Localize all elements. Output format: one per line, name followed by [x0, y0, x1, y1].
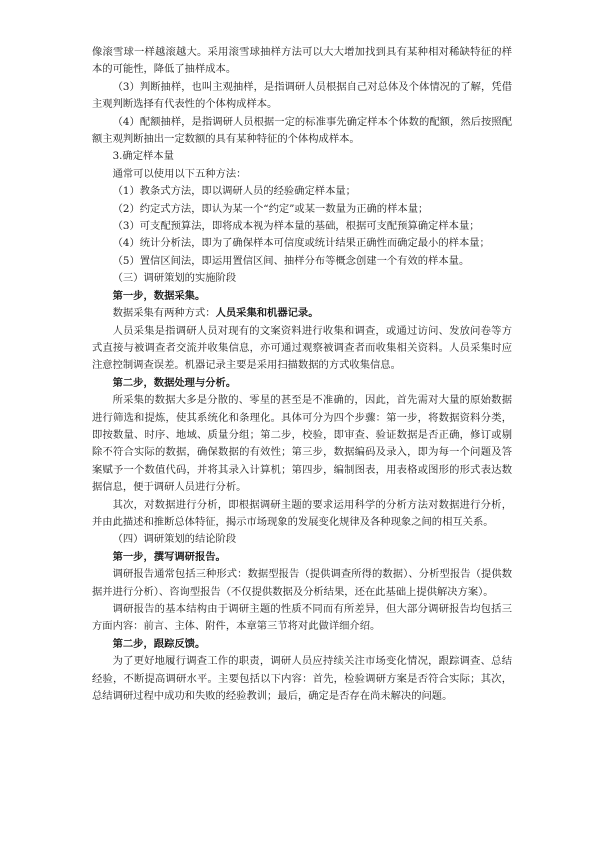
heading-step-follow-up: 第二步，跟踪反馈。 [112, 637, 206, 650]
list-item-method-4: （4）统计分析法，即为了确保样本可信度或统计结果正确性而确定最小的样本量； [112, 237, 490, 250]
paragraph-snowball-cont: 像滚雪球一样越滚越大。采用滚雪球抽样方法可以大大增加找到具有某种相对稀缺特征的样本的可能性，降低了抽样成本。 [92, 46, 512, 76]
paragraph-data-processing: 所采集的数据大多是分散的、零星的甚至是不准确的，因此，首先需对大量的原始数据进行筛选和提炼，使其系统化和条理化。具体可分为四个步骤：第一步，将数据资料分类，即按数量、时序、地域、质量分组；第二步，校验，即审查、验证数据是否正确，修订或剔除不符合实际的数据，确保数据的有效性；第三步，数据编码及录入，即为每一个问题及答案赋予一个数值代码，并将其录入计算机；第四步，编制图表，用表格或图形的形式表达数据信息，便于调研人员进行分析。 [92, 394, 512, 494]
heading-conclusion-stage: （四）调研策划的结论阶段 [112, 533, 237, 546]
document-page [92, 44, 512, 705]
heading-implementation-stage: （三）调研策划的实施阶段 [112, 272, 237, 285]
list-item-method-5: （5）置信区间法，即运用置信区间、抽样分布等概念创建一个有效的样本量。 [112, 254, 470, 267]
paragraph-data-analysis: 其次，对数据进行分析，即根据调研主题的要求运用科学的分析方法对数据进行分析，并由此描述和推断总体特征，揭示市场现象的发展变化规律及各种现象之间的相互关系。 [92, 498, 512, 528]
list-item-method-1: （1）教条式方法，即以调研人员的经验确定样本量； [112, 185, 356, 198]
paragraph-collection-methods [92, 305, 512, 322]
heading-step-data-collection: 第一步，数据采集。 [112, 289, 206, 302]
list-item-method-2: （2）约定式方法，即认为某一个“约定”或某一数量为正确的样本量； [112, 202, 429, 215]
collection-methods-lead: 数据采集有两种方式： [112, 307, 216, 320]
list-item-method-3: （3）可支配预算法，即将成本视为样本量的基础，根据可支配预算确定样本量； [112, 220, 480, 233]
heading-step-data-processing: 第二步，数据处理与分析。 [112, 376, 237, 389]
paragraph-report-structure: 调研报告的基本结构由于调研主题的性质不同而有所差异，但大部分调研报告均包括三方面内容：前言、主体、附件，本章第三节将对此做详细介绍。 [92, 603, 512, 633]
paragraph-personnel-collection: 人员采集是指调研人员对现有的文案资料进行收集和调查，或通过访问、发放问卷等方式直接与被调查者交流并收集信息，亦可通过观察被调查者而收集相关资料。人员采集时应注意控制调查误差。机器记录主要是采用扫描数据的方式收集信息。 [92, 324, 512, 372]
heading-step-write-report: 第一步，撰写调研报告。 [112, 550, 226, 563]
paragraph-five-methods: 通常可以使用以下五种方法： [112, 167, 247, 180]
paragraph-follow-up: 为了更好地履行调查工作的职责，调研人员应持续关注市场变化情况，跟踪调查、总结经验，不断提高调研水平。主要包括以下内容：首先，检验调研方案是否符合实际；其次，总结调研过程中成功和失败的经验教训；最后，确定是否存在尚未解决的问题。 [92, 655, 512, 703]
collection-methods-bold: 人员采集和机器记录。 [215, 307, 319, 320]
heading-sample-size: 3.确定样本量 [112, 150, 174, 163]
paragraph-quota-sampling: （4）配额抽样，是指调研人员根据一定的标准事先确定样本个体数的配额，然后按照配额主观判断抽出一定数额的具有某种特征的个体构成样本。 [92, 115, 512, 146]
paragraph-report-forms: 调研报告通常包括三种形式：数据型报告（提供调查所得的数据）、分析型报告（提供数据并进行分析）、咨询型报告（不仅提供数据及分析结果，还在此基础上提供解决方案）。 [92, 568, 512, 598]
paragraph-judgment-sampling: （3）判断抽样，也叫主观抽样，是指调研人员根据自己对总体及个体情况的了解，凭借主观判断选择有代表性的个体构成样本。 [92, 80, 512, 111]
